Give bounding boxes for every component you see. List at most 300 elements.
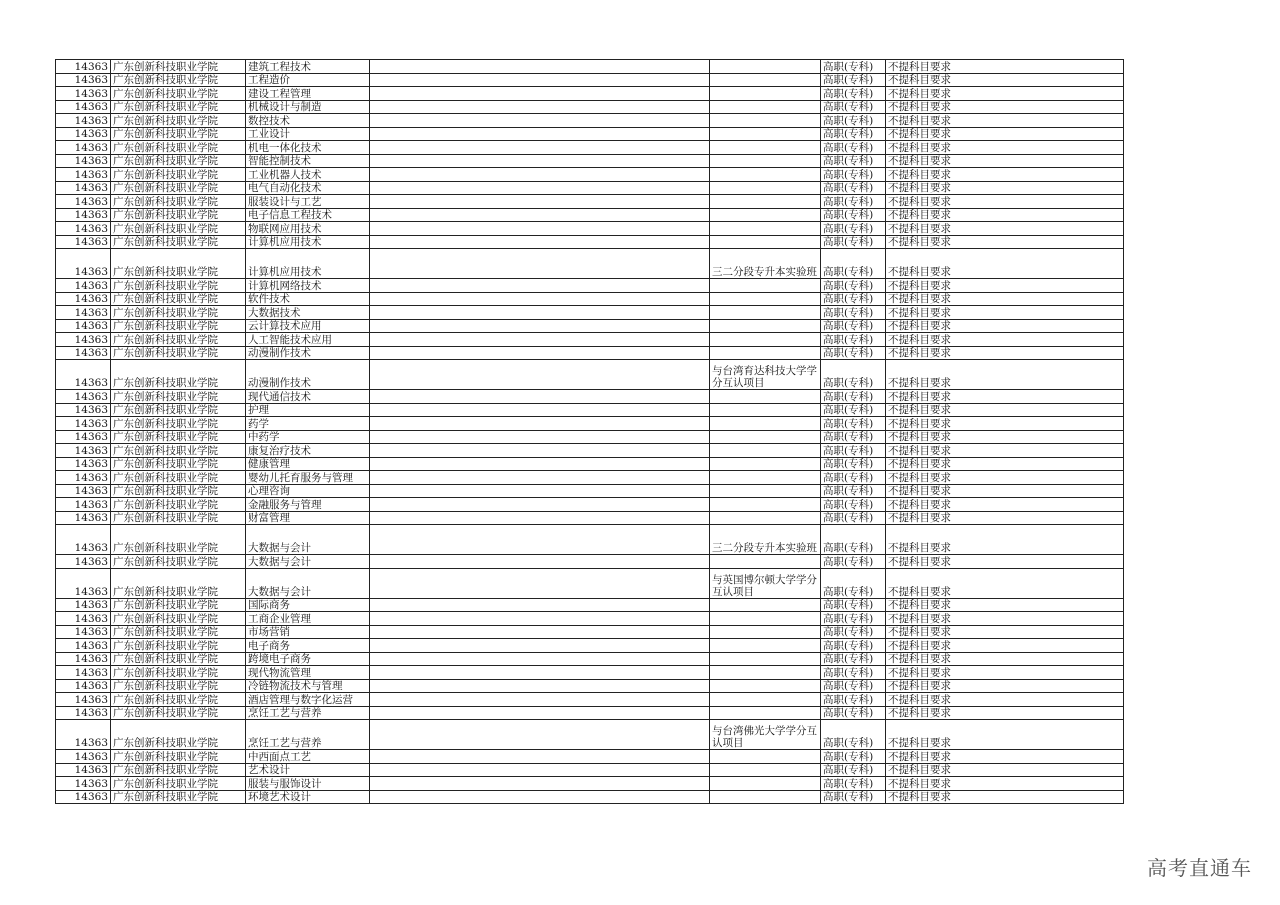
major-cell: 国际商务 (246, 598, 370, 612)
major-cell: 建筑工程技术 (246, 60, 370, 74)
remark-cell (370, 639, 710, 653)
program-note-cell (710, 319, 821, 333)
subject-requirement-cell: 不提科目要求 (886, 360, 1124, 390)
school-name-cell: 广东创新科技职业学院 (111, 484, 246, 498)
level-cell: 高职(专科) (821, 720, 886, 750)
level-cell: 高职(专科) (821, 750, 886, 764)
school-name-cell: 广东创新科技职业学院 (111, 181, 246, 195)
remark-cell (370, 73, 710, 87)
level-cell: 高职(专科) (821, 114, 886, 128)
level-cell: 高职(专科) (821, 319, 886, 333)
school-code-cell: 14363 (56, 73, 111, 87)
remark-cell (370, 390, 710, 404)
major-cell: 跨境电子商务 (246, 652, 370, 666)
level-cell: 高职(专科) (821, 154, 886, 168)
subject-requirement-cell: 不提科目要求 (886, 679, 1124, 693)
school-name-cell: 广东创新科技职业学院 (111, 568, 246, 598)
remark-cell (370, 292, 710, 306)
school-code-cell: 14363 (56, 484, 111, 498)
school-name-cell: 广东创新科技职业学院 (111, 333, 246, 347)
major-cell: 现代通信技术 (246, 390, 370, 404)
table-row (56, 154, 1124, 168)
school-code-cell: 14363 (56, 403, 111, 417)
school-name-cell: 广东创新科技职业学院 (111, 612, 246, 626)
level-cell: 高职(专科) (821, 100, 886, 114)
subject-requirement-cell: 不提科目要求 (886, 471, 1124, 485)
major-cell: 冷链物流技术与管理 (246, 679, 370, 693)
subject-requirement-cell: 不提科目要求 (886, 598, 1124, 612)
major-cell: 电气自动化技术 (246, 181, 370, 195)
subject-requirement-cell: 不提科目要求 (886, 195, 1124, 209)
school-name-cell: 广东创新科技职业学院 (111, 706, 246, 720)
table-row (56, 319, 1124, 333)
level-cell: 高职(专科) (821, 666, 886, 680)
table-row (56, 195, 1124, 209)
remark-cell (370, 87, 710, 101)
table-row (56, 750, 1124, 764)
table-row (56, 279, 1124, 293)
school-name-cell: 广东创新科技职业学院 (111, 141, 246, 155)
school-name-cell: 广东创新科技职业学院 (111, 511, 246, 525)
level-cell: 高职(专科) (821, 790, 886, 804)
subject-requirement-cell: 不提科目要求 (886, 750, 1124, 764)
remark-cell (370, 484, 710, 498)
program-note-cell (710, 154, 821, 168)
remark-cell (370, 127, 710, 141)
subject-requirement-cell: 不提科目要求 (886, 141, 1124, 155)
program-note-cell (710, 598, 821, 612)
table-row (56, 390, 1124, 404)
table-row (56, 525, 1124, 555)
table-row (56, 652, 1124, 666)
table-row (56, 693, 1124, 707)
remark-cell (370, 706, 710, 720)
remark-cell (370, 100, 710, 114)
major-cell: 电子商务 (246, 639, 370, 653)
remark-cell (370, 511, 710, 525)
remark-cell (370, 333, 710, 347)
table-row (56, 612, 1124, 626)
major-cell: 工业设计 (246, 127, 370, 141)
major-cell: 现代物流管理 (246, 666, 370, 680)
table-row (56, 333, 1124, 347)
program-note-cell (710, 127, 821, 141)
program-note-cell (710, 484, 821, 498)
subject-requirement-cell: 不提科目要求 (886, 706, 1124, 720)
subject-requirement-cell: 不提科目要求 (886, 666, 1124, 680)
subject-requirement-cell: 不提科目要求 (886, 235, 1124, 249)
program-note-cell (710, 208, 821, 222)
school-name-cell: 广东创新科技职业学院 (111, 60, 246, 74)
table-row (56, 73, 1124, 87)
school-code-cell: 14363 (56, 279, 111, 293)
program-note-cell (710, 195, 821, 209)
subject-requirement-cell: 不提科目要求 (886, 403, 1124, 417)
school-name-cell: 广东创新科技职业学院 (111, 598, 246, 612)
subject-requirement-cell: 不提科目要求 (886, 292, 1124, 306)
program-note-cell (710, 511, 821, 525)
table-row (56, 87, 1124, 101)
major-cell: 健康管理 (246, 457, 370, 471)
major-cell: 电子信息工程技术 (246, 208, 370, 222)
school-code-cell: 14363 (56, 471, 111, 485)
table-row (56, 498, 1124, 512)
table-row (56, 360, 1124, 390)
subject-requirement-cell: 不提科目要求 (886, 127, 1124, 141)
level-cell: 高职(专科) (821, 693, 886, 707)
remark-cell (370, 666, 710, 680)
table-row (56, 444, 1124, 458)
remark-cell (370, 777, 710, 791)
school-name-cell: 广东创新科技职业学院 (111, 750, 246, 764)
table-row (56, 598, 1124, 612)
school-code-cell: 14363 (56, 222, 111, 236)
program-note-cell (710, 790, 821, 804)
table-row (56, 292, 1124, 306)
table-row (56, 100, 1124, 114)
level-cell: 高职(专科) (821, 306, 886, 320)
watermark: 高考直通车 (1147, 856, 1252, 880)
major-cell: 烹饪工艺与营养 (246, 720, 370, 750)
level-cell: 高职(专科) (821, 333, 886, 347)
level-cell: 高职(专科) (821, 208, 886, 222)
program-note-cell (710, 625, 821, 639)
school-code-cell: 14363 (56, 750, 111, 764)
school-name-cell: 广东创新科技职业学院 (111, 195, 246, 209)
school-code-cell: 14363 (56, 60, 111, 74)
school-code-cell: 14363 (56, 208, 111, 222)
program-note-cell (710, 235, 821, 249)
table-row (56, 403, 1124, 417)
school-code-cell: 14363 (56, 568, 111, 598)
subject-requirement-cell: 不提科目要求 (886, 87, 1124, 101)
school-code-cell: 14363 (56, 790, 111, 804)
level-cell: 高职(专科) (821, 598, 886, 612)
remark-cell (370, 471, 710, 485)
table-row (56, 141, 1124, 155)
remark-cell (370, 598, 710, 612)
table-row (56, 127, 1124, 141)
program-note-cell (710, 141, 821, 155)
level-cell: 高职(专科) (821, 706, 886, 720)
school-code-cell: 14363 (56, 292, 111, 306)
program-note-cell (710, 114, 821, 128)
major-cell: 机电一体化技术 (246, 141, 370, 155)
school-code-cell: 14363 (56, 598, 111, 612)
remark-cell (370, 430, 710, 444)
major-cell: 酒店管理与数字化运营 (246, 693, 370, 707)
remark-cell (370, 114, 710, 128)
school-code-cell: 14363 (56, 154, 111, 168)
program-note-cell (710, 612, 821, 626)
program-note-cell (710, 498, 821, 512)
level-cell: 高职(专科) (821, 292, 886, 306)
program-note-cell: 与台湾育达科技大学学分互认项目 (710, 360, 821, 390)
major-cell: 动漫制作技术 (246, 360, 370, 390)
level-cell: 高职(专科) (821, 168, 886, 182)
school-code-cell: 14363 (56, 679, 111, 693)
school-code-cell: 14363 (56, 319, 111, 333)
school-name-cell: 广东创新科技职业学院 (111, 279, 246, 293)
table-row (56, 306, 1124, 320)
level-cell: 高职(专科) (821, 471, 886, 485)
remark-cell (370, 235, 710, 249)
major-cell: 心理咨询 (246, 484, 370, 498)
school-name-cell: 广东创新科技职业学院 (111, 666, 246, 680)
level-cell: 高职(专科) (821, 87, 886, 101)
school-name-cell: 广东创新科技职业学院 (111, 87, 246, 101)
program-note-cell (710, 87, 821, 101)
school-name-cell: 广东创新科技职业学院 (111, 417, 246, 431)
program-note-cell: 三二分段专升本实验班 (710, 249, 821, 279)
table-row (56, 568, 1124, 598)
program-note-cell: 与台湾佛光大学学分互认项目 (710, 720, 821, 750)
level-cell: 高职(专科) (821, 525, 886, 555)
subject-requirement-cell: 不提科目要求 (886, 279, 1124, 293)
major-cell: 药学 (246, 417, 370, 431)
school-name-cell: 广东创新科技职业学院 (111, 457, 246, 471)
school-name-cell: 广东创新科技职业学院 (111, 292, 246, 306)
school-code-cell: 14363 (56, 141, 111, 155)
program-note-cell (710, 306, 821, 320)
major-cell: 大数据与会计 (246, 525, 370, 555)
school-code-cell: 14363 (56, 430, 111, 444)
subject-requirement-cell: 不提科目要求 (886, 625, 1124, 639)
remark-cell (370, 360, 710, 390)
table-row (56, 417, 1124, 431)
school-code-cell: 14363 (56, 720, 111, 750)
school-name-cell: 广东创新科技职业学院 (111, 249, 246, 279)
remark-cell (370, 249, 710, 279)
subject-requirement-cell: 不提科目要求 (886, 498, 1124, 512)
program-note-cell (710, 73, 821, 87)
table-row (56, 181, 1124, 195)
subject-requirement-cell: 不提科目要求 (886, 168, 1124, 182)
school-code-cell: 14363 (56, 195, 111, 209)
major-cell: 工业机器人技术 (246, 168, 370, 182)
remark-cell (370, 208, 710, 222)
program-note-cell (710, 706, 821, 720)
subject-requirement-cell: 不提科目要求 (886, 555, 1124, 569)
school-name-cell: 广东创新科技职业学院 (111, 639, 246, 653)
table-row (56, 222, 1124, 236)
program-note-cell (710, 168, 821, 182)
major-cell: 大数据技术 (246, 306, 370, 320)
major-cell: 艺术设计 (246, 763, 370, 777)
table-row (56, 346, 1124, 360)
school-code-cell: 14363 (56, 87, 111, 101)
remark-cell (370, 555, 710, 569)
table-row (56, 625, 1124, 639)
remark-cell (370, 525, 710, 555)
program-note-cell (710, 390, 821, 404)
subject-requirement-cell: 不提科目要求 (886, 114, 1124, 128)
subject-requirement-cell: 不提科目要求 (886, 457, 1124, 471)
subject-requirement-cell: 不提科目要求 (886, 484, 1124, 498)
level-cell: 高职(专科) (821, 639, 886, 653)
school-name-cell: 广东创新科技职业学院 (111, 306, 246, 320)
school-name-cell: 广东创新科技职业学院 (111, 346, 246, 360)
remark-cell (370, 763, 710, 777)
program-note-cell (710, 222, 821, 236)
school-code-cell: 14363 (56, 777, 111, 791)
table-row (56, 720, 1124, 750)
table-row (56, 114, 1124, 128)
level-cell: 高职(专科) (821, 555, 886, 569)
subject-requirement-cell: 不提科目要求 (886, 430, 1124, 444)
remark-cell (370, 444, 710, 458)
program-note-cell (710, 279, 821, 293)
program-note-cell (710, 777, 821, 791)
school-code-cell: 14363 (56, 360, 111, 390)
level-cell: 高职(专科) (821, 181, 886, 195)
subject-requirement-cell: 不提科目要求 (886, 568, 1124, 598)
level-cell: 高职(专科) (821, 679, 886, 693)
subject-requirement-cell: 不提科目要求 (886, 525, 1124, 555)
level-cell: 高职(专科) (821, 444, 886, 458)
major-cell: 服装设计与工艺 (246, 195, 370, 209)
program-note-cell (710, 346, 821, 360)
remark-cell (370, 457, 710, 471)
major-cell: 工商企业管理 (246, 612, 370, 626)
school-code-cell: 14363 (56, 693, 111, 707)
major-cell: 建设工程管理 (246, 87, 370, 101)
remark-cell (370, 306, 710, 320)
program-note-cell: 与英国博尔顿大学学分互认项目 (710, 568, 821, 598)
program-note-cell (710, 639, 821, 653)
school-name-cell: 广东创新科技职业学院 (111, 679, 246, 693)
major-cell: 计算机网络技术 (246, 279, 370, 293)
school-code-cell: 14363 (56, 181, 111, 195)
school-name-cell: 广东创新科技职业学院 (111, 235, 246, 249)
subject-requirement-cell: 不提科目要求 (886, 417, 1124, 431)
major-cell: 物联网应用技术 (246, 222, 370, 236)
school-code-cell: 14363 (56, 457, 111, 471)
subject-requirement-cell: 不提科目要求 (886, 390, 1124, 404)
table-row (56, 639, 1124, 653)
table-row (56, 457, 1124, 471)
program-note-cell (710, 292, 821, 306)
subject-requirement-cell: 不提科目要求 (886, 652, 1124, 666)
school-name-cell: 广东创新科技职业学院 (111, 73, 246, 87)
table-row (56, 763, 1124, 777)
table-row (56, 679, 1124, 693)
school-code-cell: 14363 (56, 306, 111, 320)
program-note-cell (710, 100, 821, 114)
school-code-cell: 14363 (56, 114, 111, 128)
school-code-cell: 14363 (56, 346, 111, 360)
major-cell: 计算机应用技术 (246, 249, 370, 279)
subject-requirement-cell: 不提科目要求 (886, 612, 1124, 626)
level-cell: 高职(专科) (821, 763, 886, 777)
school-name-cell: 广东创新科技职业学院 (111, 555, 246, 569)
major-cell: 护理 (246, 403, 370, 417)
remark-cell (370, 417, 710, 431)
level-cell: 高职(专科) (821, 484, 886, 498)
level-cell: 高职(专科) (821, 511, 886, 525)
table-row (56, 790, 1124, 804)
major-cell: 婴幼儿托育服务与管理 (246, 471, 370, 485)
table-row (56, 430, 1124, 444)
table-row (56, 777, 1124, 791)
remark-cell (370, 652, 710, 666)
school-name-cell: 广东创新科技职业学院 (111, 471, 246, 485)
program-note-cell (710, 403, 821, 417)
remark-cell (370, 181, 710, 195)
level-cell: 高职(专科) (821, 346, 886, 360)
school-code-cell: 14363 (56, 511, 111, 525)
major-cell: 服装与服饰设计 (246, 777, 370, 791)
level-cell: 高职(专科) (821, 195, 886, 209)
program-note-cell: 三二分段专升本实验班 (710, 525, 821, 555)
program-note-cell (710, 471, 821, 485)
subject-requirement-cell: 不提科目要求 (886, 444, 1124, 458)
remark-cell (370, 750, 710, 764)
school-name-cell: 广东创新科技职业学院 (111, 403, 246, 417)
subject-requirement-cell: 不提科目要求 (886, 60, 1124, 74)
table-row (56, 60, 1124, 74)
subject-requirement-cell: 不提科目要求 (886, 511, 1124, 525)
school-name-cell: 广东创新科技职业学院 (111, 790, 246, 804)
admission-table (55, 59, 1124, 804)
subject-requirement-cell: 不提科目要求 (886, 639, 1124, 653)
subject-requirement-cell: 不提科目要求 (886, 720, 1124, 750)
remark-cell (370, 790, 710, 804)
program-note-cell (710, 555, 821, 569)
program-note-cell (710, 679, 821, 693)
subject-requirement-cell: 不提科目要求 (886, 154, 1124, 168)
school-code-cell: 14363 (56, 525, 111, 555)
level-cell: 高职(专科) (821, 235, 886, 249)
subject-requirement-cell: 不提科目要求 (886, 208, 1124, 222)
table-row (56, 555, 1124, 569)
school-name-cell: 广东创新科技职业学院 (111, 360, 246, 390)
major-cell: 数控技术 (246, 114, 370, 128)
subject-requirement-cell: 不提科目要求 (886, 693, 1124, 707)
school-name-cell: 广东创新科技职业学院 (111, 390, 246, 404)
school-name-cell: 广东创新科技职业学院 (111, 168, 246, 182)
major-cell: 大数据与会计 (246, 555, 370, 569)
school-code-cell: 14363 (56, 763, 111, 777)
level-cell: 高职(专科) (821, 652, 886, 666)
subject-requirement-cell: 不提科目要求 (886, 777, 1124, 791)
school-name-cell: 广东创新科技职业学院 (111, 763, 246, 777)
level-cell: 高职(专科) (821, 498, 886, 512)
school-name-cell: 广东创新科技职业学院 (111, 693, 246, 707)
table-row (56, 706, 1124, 720)
major-cell: 软件技术 (246, 292, 370, 306)
subject-requirement-cell: 不提科目要求 (886, 333, 1124, 347)
remark-cell (370, 625, 710, 639)
remark-cell (370, 346, 710, 360)
school-name-cell: 广东创新科技职业学院 (111, 154, 246, 168)
major-cell: 大数据与会计 (246, 568, 370, 598)
table-body (56, 60, 1124, 804)
level-cell: 高职(专科) (821, 457, 886, 471)
school-name-cell: 广东创新科技职业学院 (111, 720, 246, 750)
school-code-cell: 14363 (56, 706, 111, 720)
program-note-cell (710, 693, 821, 707)
program-note-cell (710, 430, 821, 444)
level-cell: 高职(专科) (821, 417, 886, 431)
program-note-cell (710, 763, 821, 777)
table-row (56, 249, 1124, 279)
subject-requirement-cell: 不提科目要求 (886, 306, 1124, 320)
school-name-cell: 广东创新科技职业学院 (111, 430, 246, 444)
subject-requirement-cell: 不提科目要求 (886, 181, 1124, 195)
subject-requirement-cell: 不提科目要求 (886, 346, 1124, 360)
major-cell: 中药学 (246, 430, 370, 444)
